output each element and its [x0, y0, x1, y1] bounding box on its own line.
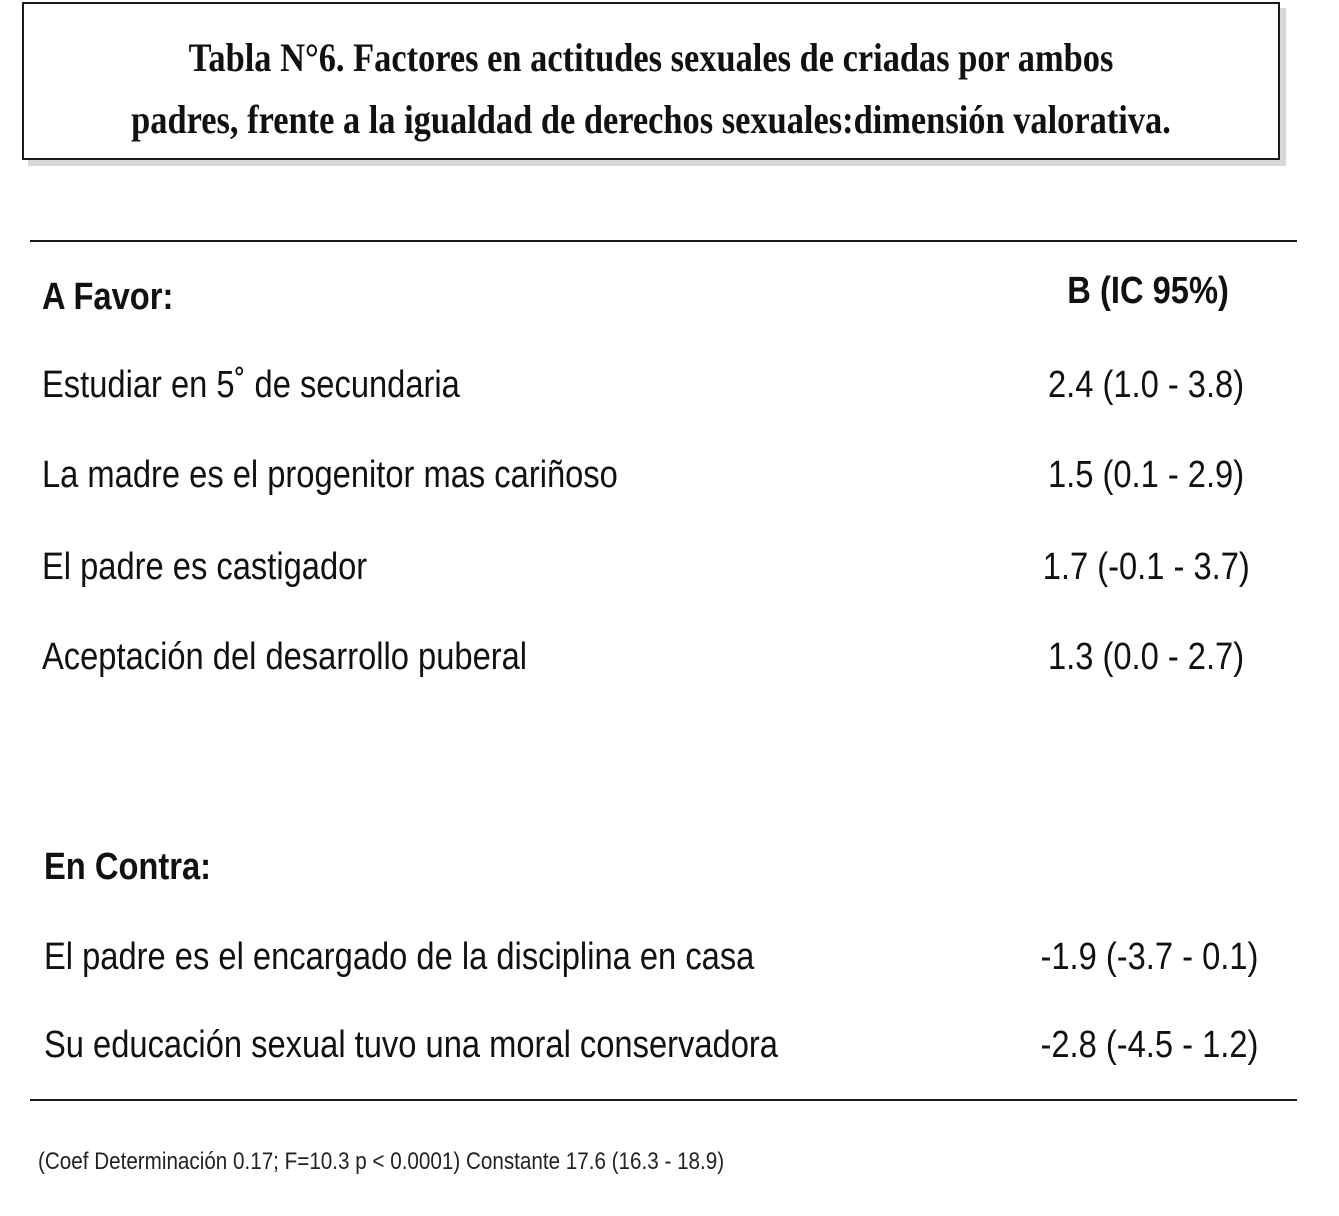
- contra-heading: En Contra:: [44, 846, 212, 888]
- contra-row-1-value: -1.9 (-3.7 - 0.1): [1040, 936, 1258, 978]
- table-title-line-2: padres, frente a la igualdad de derechos sexuales:dimensión valorativa.: [131, 97, 1171, 142]
- favor-row-1-value: 2.4 (1.0 - 3.8): [1047, 364, 1244, 406]
- column-header: B (IC 95%): [1067, 270, 1229, 312]
- favor-row-4-factor: Aceptación del desarrollo puberal: [42, 636, 528, 678]
- favor-row-1-factor: Estudiar en 5˚ de secundaria: [42, 364, 460, 406]
- favor-row-2-factor: La madre es el progenitor mas cariñoso: [42, 454, 618, 496]
- table-title-box: [22, 2, 1280, 160]
- contra-row-2-value: -2.8 (-4.5 - 1.2): [1040, 1024, 1258, 1066]
- bottom-rule: [30, 1099, 1297, 1101]
- table-footnote: (Coef Determinación 0.17; F=10.3 p < 0.0001) Constante 17.6 (16.3 - 18.9): [38, 1148, 725, 1175]
- top-rule: [30, 240, 1297, 242]
- favor-heading: A Favor:: [42, 276, 174, 318]
- favor-row-4-value: 1.3 (0.0 - 2.7): [1047, 636, 1244, 678]
- contra-row-2-factor: Su educación sexual tuvo una moral conservadora: [44, 1024, 778, 1066]
- favor-row-3-value: 1.7 (-0.1 - 3.7): [1042, 546, 1250, 588]
- favor-row-3-factor: El padre es castigador: [42, 546, 368, 588]
- favor-row-2-value: 1.5 (0.1 - 2.9): [1047, 454, 1244, 496]
- table-title-line-1: Tabla N°6. Factores en actitudes sexuales de criadas por ambos: [188, 35, 1114, 80]
- contra-row-1-factor: El padre es el encargado de la disciplina en casa: [44, 936, 755, 978]
